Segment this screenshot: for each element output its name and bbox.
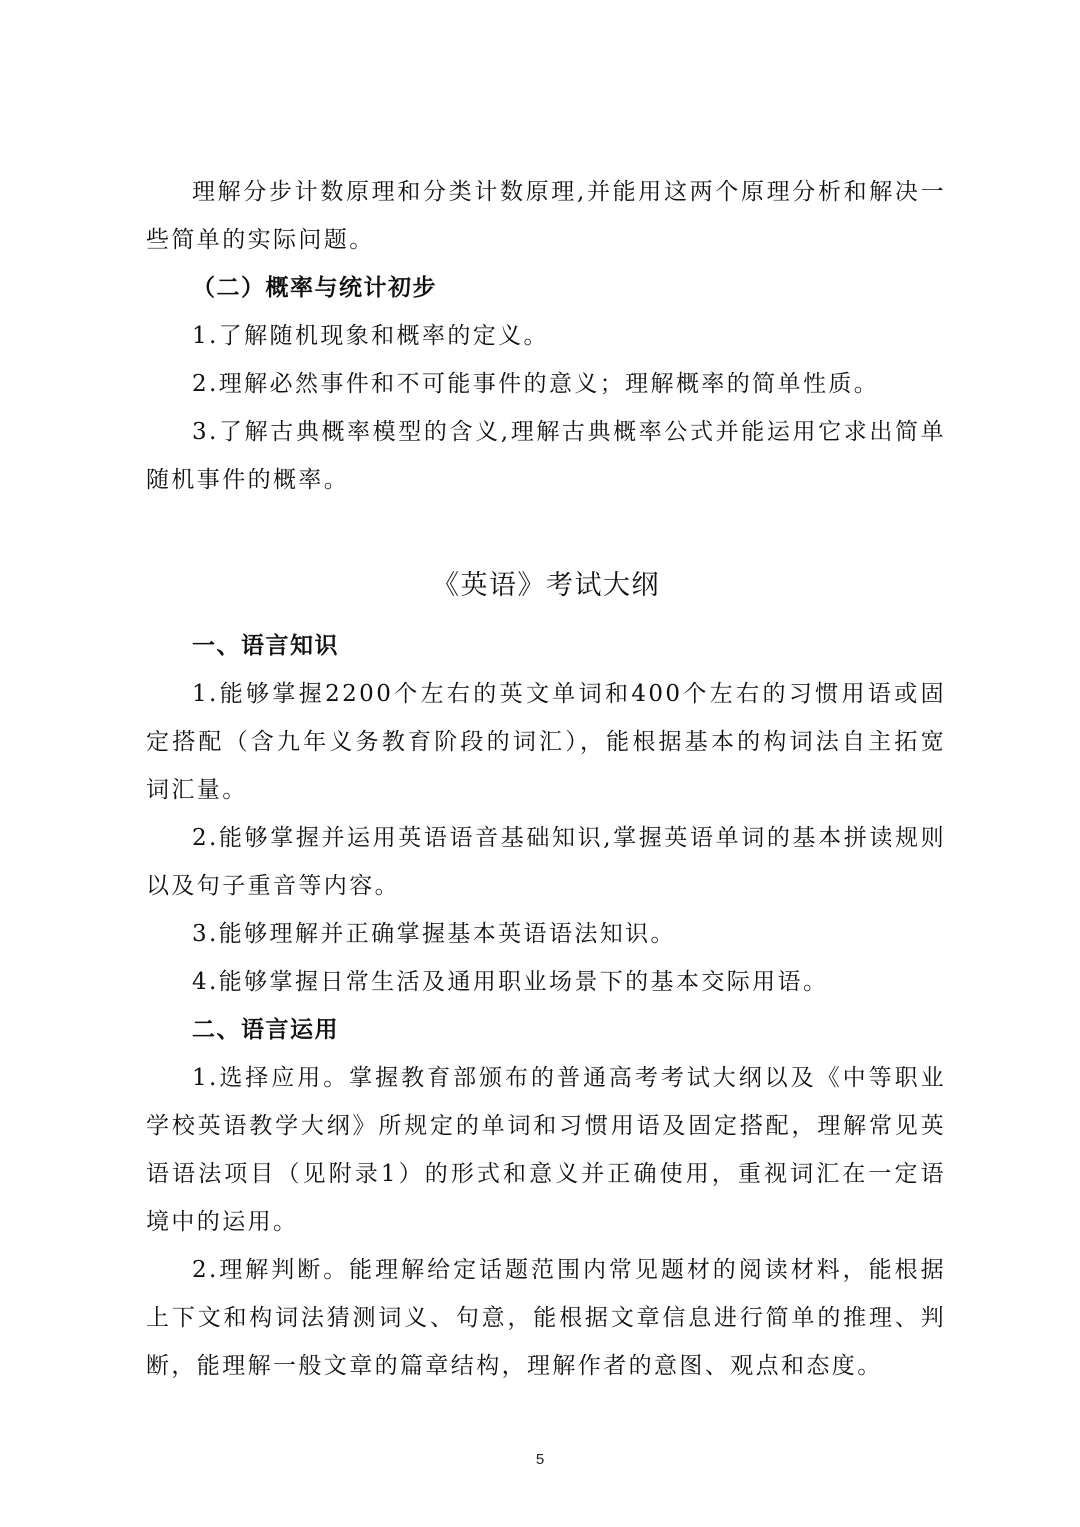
section-heading-language-knowledge: 一、语言知识 [192, 633, 339, 659]
english-syllabus-title: 《英语》考试大纲 [432, 570, 660, 601]
section-heading-language-use: 二、语言运用 [192, 1017, 339, 1043]
page-content [146, 168, 946, 1390]
list-item: 1.了解随机现象和概率的定义。 [192, 323, 549, 349]
page-number: 5 [535, 1451, 545, 1468]
paragraph-counting-principles: 理解分步计数原理和分类计数原理,并能用这两个原理分析和解决一些简单的实际问题。 [146, 179, 946, 253]
list-item: 2.理解必然事件和不可能事件的意义；理解概率的简单性质。 [192, 371, 880, 397]
section-heading-probability: （二）概率与统计初步 [192, 275, 437, 301]
list-item: 3.了解古典概率模型的含义,理解古典概率公式并能运用它求出简单随机事件的概率。 [146, 419, 946, 493]
list-item: 1.能够掌握2200个左右的英文单词和400个左右的习惯用语或固定搭配（含九年义务教育阶段的词汇），能根据基本的构词法自主拓宽词汇量。 [146, 681, 946, 803]
list-item: 2.能够掌握并运用英语语音基础知识,掌握英语单词的基本拼读规则以及句子重音等内容。 [146, 825, 946, 899]
list-item: 4.能够掌握日常生活及通用职业场景下的基本交际用语。 [192, 969, 829, 995]
list-item: 1.选择应用。掌握教育部颁布的普通高考考试大纲以及《中等职业学校英语教学大纲》所规定的单词和习惯用语及固定搭配，理解常见英语语法项目（见附录1）的形式和意义并正确使用，重视词汇在一定语境中的运用。 [146, 1065, 946, 1235]
list-item: 3.能够理解并正确掌握基本英语语法知识。 [192, 921, 676, 947]
list-item: 2.理解判断。能理解给定话题范围内常见题材的阅读材料，能根据上下文和构词法猜测词义、句意，能根据文章信息进行简单的推理、判断，能理解一般文章的篇章结构，理解作者的意图、观点和态度。 [146, 1257, 946, 1379]
